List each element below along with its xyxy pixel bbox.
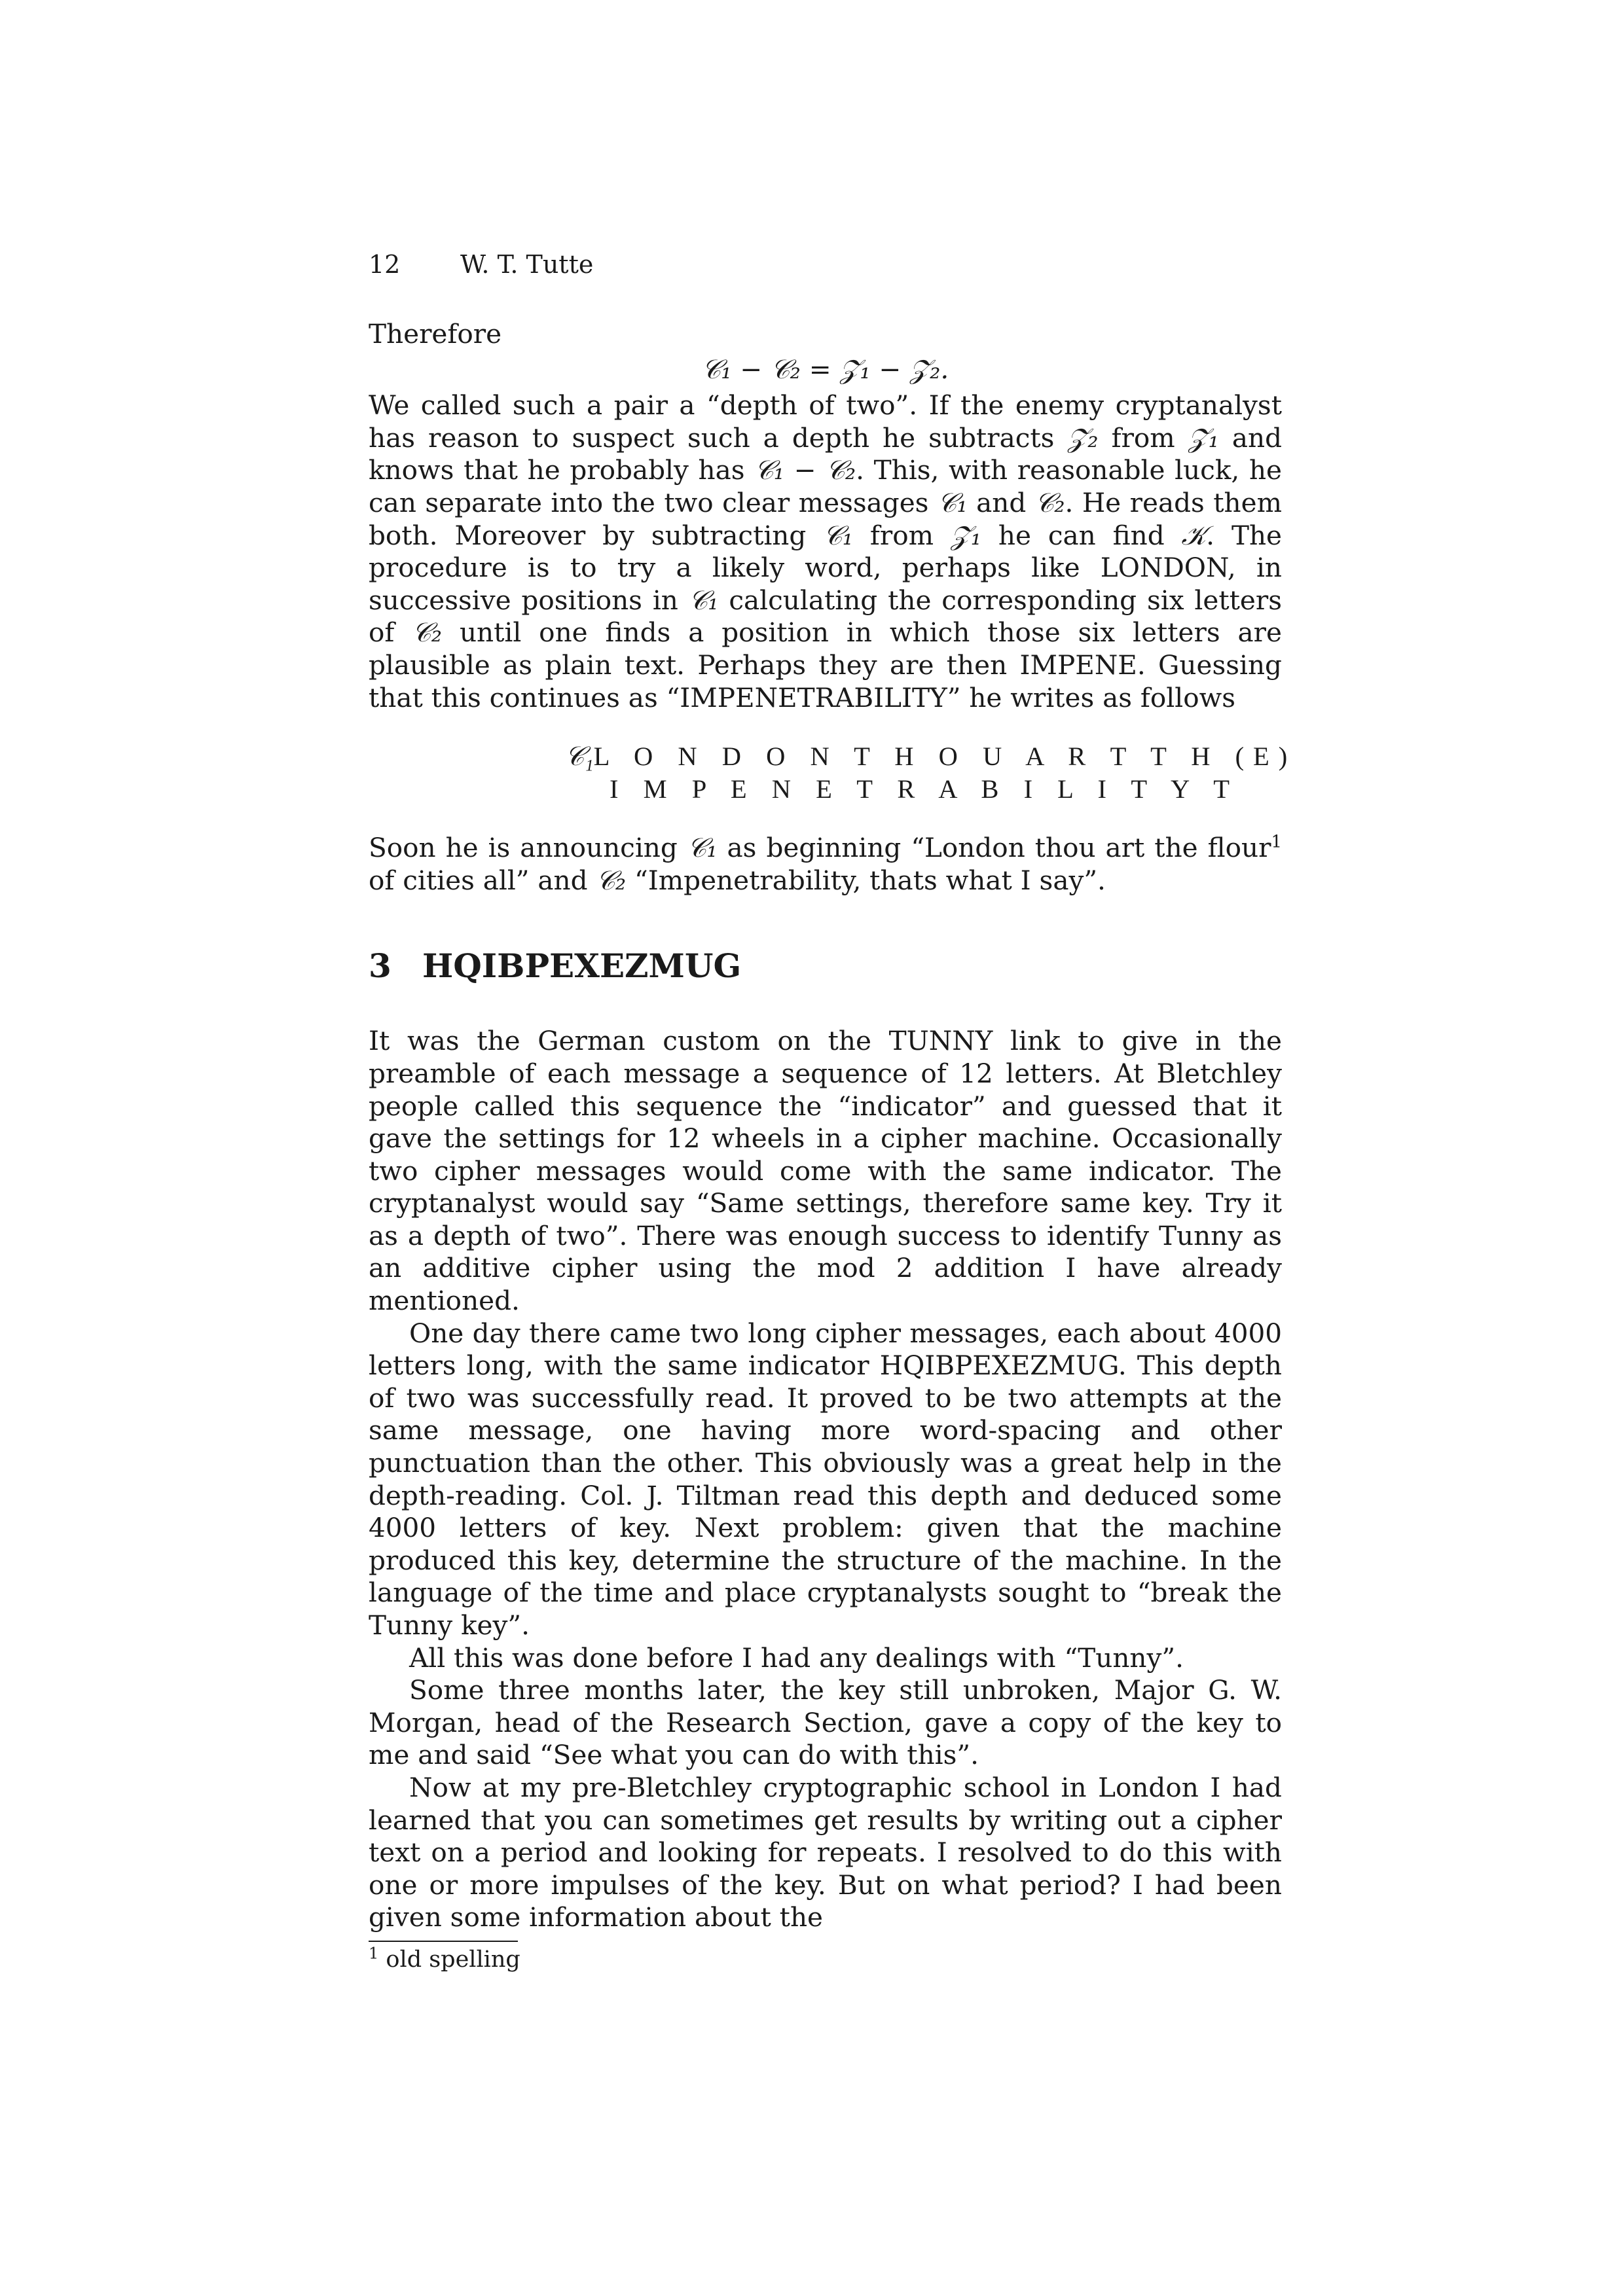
crib-letters-impenetrability: I M P E N E T R A B I L I T Y T	[610, 774, 1239, 804]
text-run: and	[967, 486, 1035, 518]
footnote	[369, 1946, 1282, 1973]
math-inline: 𝒵₁	[1188, 422, 1219, 454]
math-inline: 𝒞₂	[412, 617, 443, 649]
math-inline: 𝒞₁	[687, 832, 718, 864]
crib-row-label-empty	[565, 773, 610, 806]
text-run: until one finds a position in which those six letters are plausible as plain text. Perhaps they are then IMPENE. Guessing that this continues as “IMPENETRABILITY” he writes as follows	[369, 617, 1282, 713]
text-run: and knows that he probably has	[369, 422, 1282, 486]
paragraph: It was the German custom on the TUNNY link to give in the preamble of each message a sequence of 12 letters. At Bletchley people called this sequence the “indicator” and guessed that it gave the settings for 12 wheels in a cipher machine. Occasionally two cipher messages would come with the same indicator. The cryptanalyst would say “Same settings, therefore same key. Try it as a depth of two”. There was enough success to identify Tunny as an additive cipher using the mod 2 addition I have already mentioned.	[369, 1025, 1282, 1317]
running-head	[369, 249, 593, 280]
section-heading	[369, 946, 1282, 986]
math-inline: 𝒞₂	[596, 864, 627, 896]
footnote-rule	[369, 1941, 518, 1942]
crib-row-label: 𝒞₁	[565, 742, 594, 772]
text-run: he can find	[981, 519, 1182, 551]
text-run: . He reads them both. Moreover by subtracting	[369, 486, 1282, 551]
math-inline: 𝒞₁	[937, 486, 968, 518]
text-run: from	[1098, 422, 1188, 454]
text-run: of cities all” and	[369, 864, 596, 896]
paragraph: One day there came two long cipher messages, each about 4000 letters long, with the same indicator HQIBPEXEZMUG. This depth of two was successfully read. It proved to be two attempts at the same message, one having more word-spacing and other punctuation than the other. This obviously was a great help in the depth-reading. Col. J. Tiltman read this depth and deduced some 4000 letters of key. Next problem: given that the machine produced this key, determine the structure of the machine. In the language of the time and place cryptanalysts sought to “break the Tunny key”.	[369, 1317, 1282, 1641]
text-run: calculating the corresponding six letters of	[369, 584, 1282, 649]
text-run: “Impenetrability, thats what I say”.	[626, 864, 1106, 896]
text-run: as beginning “London thou art the flour	[717, 832, 1271, 864]
section-title: HQIBPEXEZMUG	[422, 946, 742, 986]
page-number: 12	[369, 250, 401, 279]
math-inline: 𝒞₁	[688, 584, 719, 616]
paragraph-soon	[369, 832, 1282, 897]
paragraph: Now at my pre-Bletchley cryptographic school in London I had learned that you can sometimes get results by writing out a cipher text on a period and looking for repeats. I resolved to do this with one or more impulses of the key. But on what period? I had been given some information about the	[369, 1771, 1282, 1933]
text-run: We called such a pair a “depth of two”. If the enemy cryptanalyst has reason to suspect such a depth he subtracts	[369, 389, 1282, 454]
math-inline: 𝒞₁ − 𝒞₂	[754, 454, 856, 486]
display-equation: 𝒞₁ − 𝒞₂ = 𝒵₁ − 𝒵₂.	[701, 353, 949, 385]
footnote-marker[interactable]: 1	[1271, 832, 1282, 852]
paragraph-depth-of-two	[369, 389, 1282, 714]
text-run: from	[852, 519, 951, 551]
text-run: Soon he is announcing	[369, 832, 687, 864]
crib-row-2	[369, 773, 1282, 806]
math-inline: 𝒞₁	[823, 519, 853, 551]
crib-display	[369, 740, 1297, 806]
math-inline: 𝒞₂	[1034, 486, 1065, 518]
running-head-author: W. T. Tutte	[460, 250, 594, 279]
math-inline: 𝒵₁	[950, 519, 981, 551]
paragraph: All this was done before I had any dealings with “Tunny”.	[409, 1641, 1184, 1674]
footnote-mark: 1	[369, 1944, 379, 1963]
text-run: . The procedure is to try a likely word, perhaps like LONDON, in successive positions in	[369, 519, 1283, 616]
paragraph: Some three months later, the key still unbroken, Major G. W. Morgan, head of the Research Section, gave a copy of the key to me and said “See what you can do with this”.	[369, 1674, 1282, 1771]
footnote-text: old spelling	[386, 1946, 520, 1973]
crib-letters-london: L O N D O N T H O U A R T T H (E)	[593, 742, 1297, 772]
math-inline: 𝒦	[1181, 519, 1207, 551]
paragraph-therefore: Therefore	[369, 318, 502, 350]
crib-row-1	[369, 740, 1297, 773]
body-text	[369, 318, 1297, 1973]
math-inline: 𝒵₂	[1067, 422, 1099, 454]
text-run: . This, with reasonable luck, he can separate into the two clear messages	[369, 454, 1282, 518]
section-number: 3	[369, 946, 392, 986]
